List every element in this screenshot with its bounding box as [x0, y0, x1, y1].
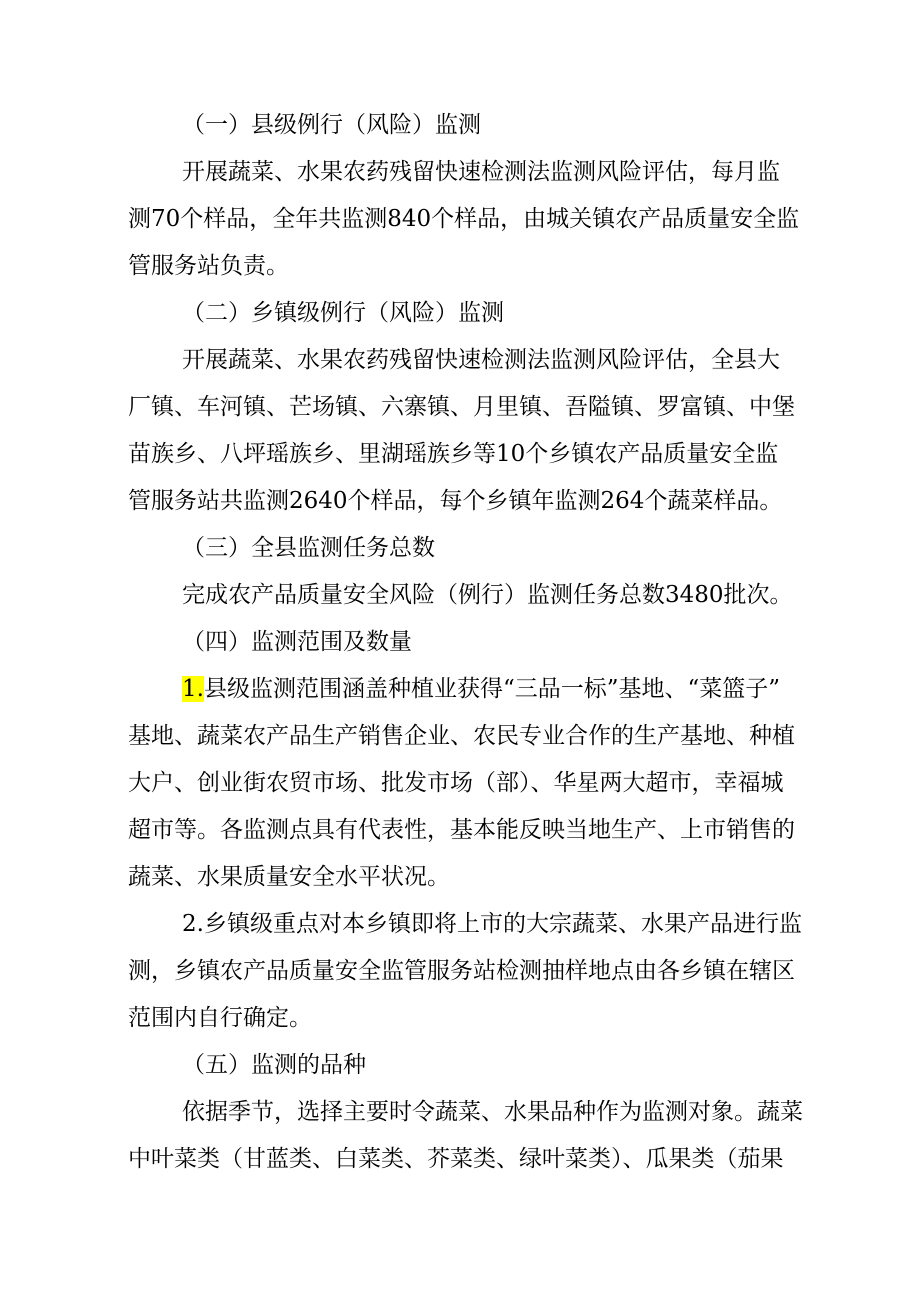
- line-text: 蔬菜、水果质量安全水平状况。: [128, 864, 450, 890]
- line-text: 中叶菜类（甘蓝类、白菜类、芥菜类、绿叶菜类）、瓜果类（茄果: [128, 1146, 784, 1172]
- line-text: 测，乡镇农产品质量安全监管服务站检测抽样地点由各乡镇在辖区: [128, 958, 795, 984]
- paragraph-line: [0, 486, 920, 516]
- paragraph-line: [0, 345, 920, 375]
- line-text: 基地、蔬菜农产品生产销售企业、农民专业合作的生产基地、种植: [128, 723, 795, 749]
- paragraph-line: [0, 204, 920, 234]
- line-text: 管服务站共监测2640个样品，每个乡镇年监测264个蔬菜样品。: [128, 488, 783, 514]
- line-text: 测70个样品，全年共监测840个样品，由城关镇农产品质量安全监: [128, 206, 800, 232]
- paragraph-line: [0, 439, 920, 469]
- heading-text: （五）监测的品种: [182, 1052, 366, 1078]
- paragraph-line: [0, 1003, 920, 1033]
- paragraph-line: [0, 674, 920, 704]
- section-heading-5: [0, 1050, 920, 1080]
- line-text: 范围内自行确定。: [128, 1005, 312, 1031]
- section-heading-2: [0, 298, 920, 328]
- line-text: 县级监测范围涵盖种植业获得“三品一标”基地、“菜篮子”: [203, 676, 780, 702]
- paragraph-line: [0, 956, 920, 986]
- highlighted-list-number: 1.: [182, 676, 204, 702]
- paragraph-line: [0, 768, 920, 798]
- section-heading-1: [0, 110, 920, 140]
- paragraph-line: [0, 1144, 920, 1174]
- paragraph-line: [0, 815, 920, 845]
- section-heading-3: [0, 533, 920, 563]
- paragraph-line: [0, 909, 920, 939]
- heading-text: （三）全县监测任务总数: [182, 535, 435, 561]
- line-text: 超市等。各监测点具有代表性，基本能反映当地生产、上市销售的: [128, 817, 795, 843]
- paragraph-line: [0, 251, 920, 281]
- line-text: 完成农产品质量安全风险（例行）监测任务总数3480批次。: [182, 582, 793, 608]
- section-heading-4: [0, 627, 920, 657]
- line-text: 管服务站负责。: [128, 253, 289, 279]
- line-text: 开展蔬菜、水果农药残留快速检测法监测风险评估，每月监: [182, 159, 780, 185]
- line-text: 依据季节，选择主要时令蔬菜、水果品种作为监测对象。蔬菜: [182, 1099, 803, 1125]
- paragraph-line: [0, 1097, 920, 1127]
- line-text: 厂镇、车河镇、芒场镇、六寨镇、月里镇、吾隘镇、罗富镇、中堡: [128, 394, 795, 420]
- paragraph-line: [0, 157, 920, 187]
- paragraph-line: [0, 392, 920, 422]
- heading-text: （二）乡镇级例行（风险）监测: [182, 300, 504, 326]
- paragraph-line: [0, 862, 920, 892]
- line-text: 苗族乡、八坪瑶族乡、里湖瑶族乡等10个乡镇农产品质量安全监: [128, 441, 779, 467]
- line-text: 大户、创业街农贸市场、批发市场（部）、华星两大超市，幸福城: [128, 770, 784, 796]
- line-text: 2.乡镇级重点对本乡镇即将上市的大宗蔬菜、水果产品进行监: [182, 911, 802, 937]
- paragraph-line: [0, 721, 920, 751]
- heading-text: （一）县级例行（风险）监测: [182, 112, 481, 138]
- line-text: 开展蔬菜、水果农药残留快速检测法监测风险评估，全县大: [182, 347, 780, 373]
- paragraph-line: [0, 580, 920, 610]
- heading-text: （四）监测范围及数量: [182, 629, 412, 655]
